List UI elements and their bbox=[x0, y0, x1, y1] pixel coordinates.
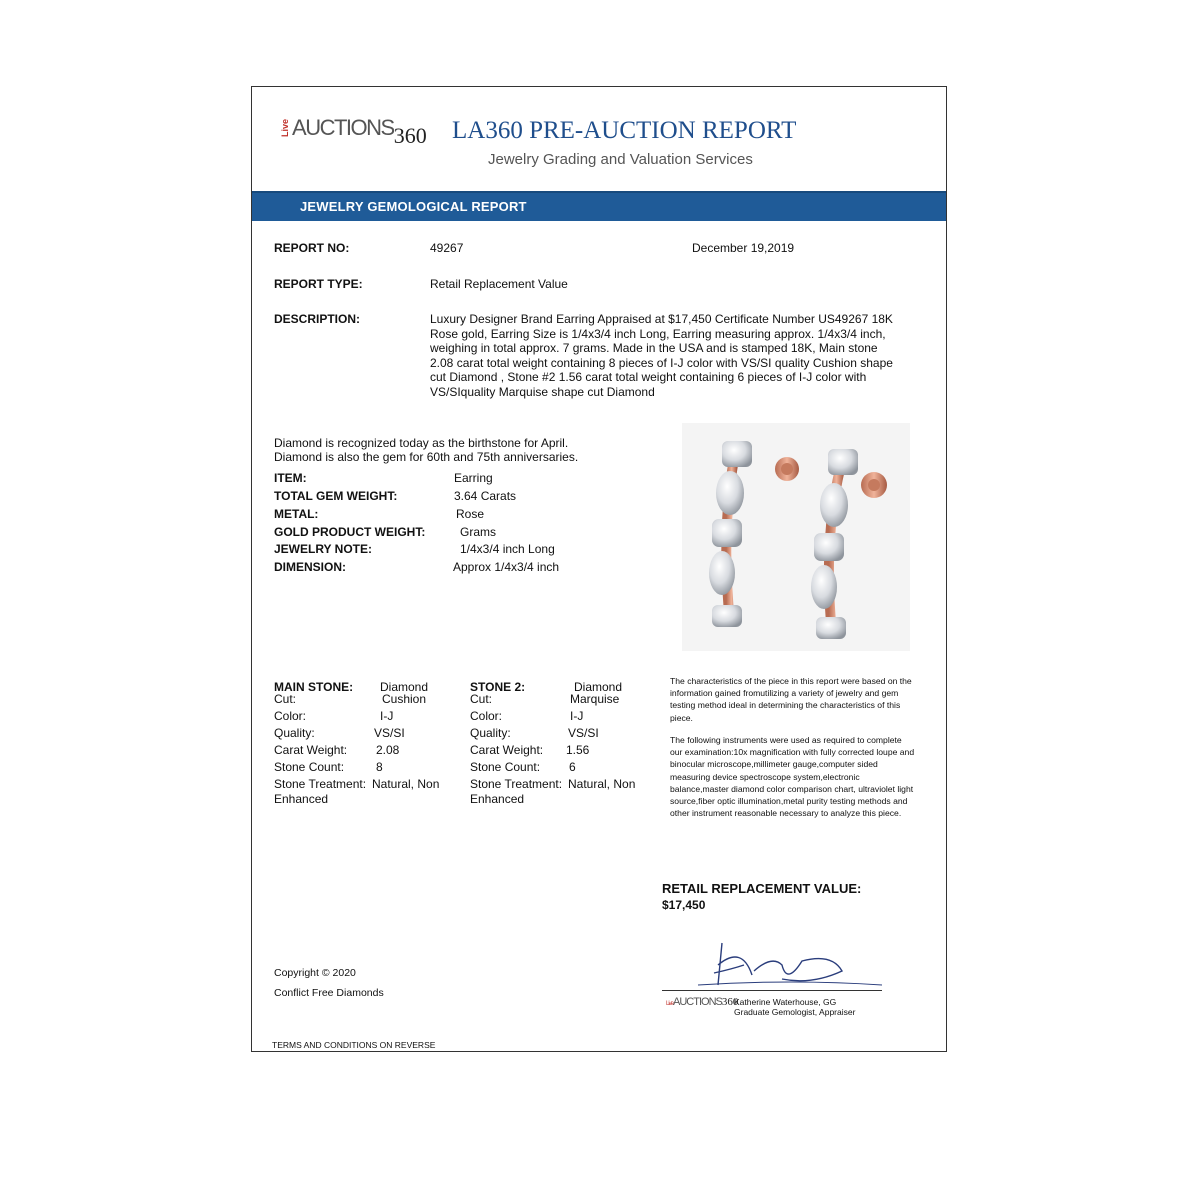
description-text: Luxury Designer Brand Earring Appraised at $17,450 Certificate Number US49267 18K Rose gold, Earring Size is 1/4x3/4 inch Long, Earring measuring approx. 1/4x3/4 inch, weighing in total approx. 7 grams. Made in the USA and is stamped 18K, Main stone 2.08 carat total weight containing 8 pieces of I-J color with VS/SI quality Cushion shape cut Diamond , Stone #2 1.56 carat total weight containing 6 pieces of I-J color with VS/SIquality Marquise shape cut Diamond bbox=[430, 312, 893, 399]
main-stone-treatment: Natural, Non bbox=[372, 777, 440, 791]
stone2-color-label: Color: bbox=[470, 709, 503, 723]
stone2-quality-label: Quality: bbox=[470, 726, 511, 740]
main-stone-quality: VS/SI bbox=[374, 726, 405, 740]
stone2-treatment-label: Stone Treatment: bbox=[470, 777, 563, 791]
birthstone-line-2: Diamond is also the gem for 60th and 75th anniversaries. bbox=[274, 450, 579, 464]
report-title: LA360 PRE-AUCTION REPORT bbox=[452, 117, 797, 144]
signature-line bbox=[662, 990, 882, 991]
spec-gold-weight-label: GOLD PRODUCT WEIGHT: bbox=[274, 525, 426, 539]
main-stone-carat-label: Carat Weight: bbox=[274, 743, 348, 757]
signature-name: Katherine Waterhouse, GG bbox=[734, 997, 837, 1007]
main-stone-cut: Cushion bbox=[382, 692, 427, 706]
signature-mark bbox=[692, 935, 892, 995]
spec-metal-value: Rose bbox=[456, 507, 485, 521]
spec-gem-weight-label: TOTAL GEM WEIGHT: bbox=[274, 489, 398, 503]
report-type-label: REPORT TYPE: bbox=[274, 277, 363, 291]
retail-value-amount: $17,450 bbox=[662, 898, 706, 912]
main-stone-treatment-2: Enhanced bbox=[274, 792, 329, 806]
notes-paragraph-1: The characteristics of the piece in this report were based on the information gained fromutilizing a variety of jewelry and gem testing method ideal in determining the characteristics of this piece. bbox=[670, 676, 912, 723]
logo-live: Live bbox=[280, 118, 291, 138]
auctions360-logo bbox=[274, 115, 427, 148]
main-stone-heading: MAIN STONE: bbox=[274, 680, 354, 694]
notes-paragraph-2: The following instruments were used as required to complete our examination:10x magnification with fully corrected loupe and binocular microscope,millimeter gauge,computer sided measuring device spectroscope system,electronic balance,master diamond color comparison chart, ultraviolet light source,fiber optic illumination,metal purity testing methods and other instrument reasonable necessary to analyze this piece. bbox=[670, 735, 915, 819]
spec-item-value: Earring bbox=[454, 471, 493, 485]
description-label: DESCRIPTION: bbox=[274, 312, 361, 326]
main-stone-treatment-label: Stone Treatment: bbox=[274, 777, 367, 791]
report-sheet bbox=[251, 86, 947, 1052]
stone2-carat-label: Carat Weight: bbox=[470, 743, 544, 757]
logo-360: 360 bbox=[393, 123, 427, 148]
spec-jewelry-note-value: 1/4x3/4 inch Long bbox=[460, 542, 555, 556]
stone2-treatment: Natural, Non bbox=[568, 777, 636, 791]
retail-value-label: RETAIL REPLACEMENT VALUE: bbox=[662, 881, 862, 896]
terms-notice: TERMS AND CONDITIONS ON REVERSE bbox=[272, 1040, 436, 1050]
stone2-count-label: Stone Count: bbox=[470, 760, 541, 774]
section-bar bbox=[252, 191, 946, 221]
report-no-label: REPORT NO: bbox=[274, 241, 350, 255]
main-stone-count: 8 bbox=[376, 760, 383, 774]
stone2-treatment-2: Enhanced bbox=[470, 792, 525, 806]
stone2-type: Diamond bbox=[574, 680, 623, 694]
main-stone-count-label: Stone Count: bbox=[274, 760, 345, 774]
main-stone-quality-label: Quality: bbox=[274, 726, 315, 740]
main-stone-carat: 2.08 bbox=[376, 743, 400, 757]
spec-dimension-label: DIMENSION: bbox=[274, 560, 346, 574]
stone2-cut: Marquise bbox=[570, 692, 620, 706]
logo-auctions: AUCTIONS bbox=[292, 115, 394, 140]
spec-metal-label: METAL: bbox=[274, 507, 319, 521]
main-stone-cut-label: Cut: bbox=[274, 692, 297, 706]
spec-dimension-value: Approx 1/4x3/4 inch bbox=[453, 560, 560, 574]
stone2-color: I-J bbox=[570, 709, 584, 723]
stone2-carat: 1.56 bbox=[566, 743, 590, 757]
conflict-free: Conflict Free Diamonds bbox=[274, 987, 384, 999]
section-bar-label: JEWELRY GEMOLOGICAL REPORT bbox=[300, 199, 527, 214]
signature-role: Graduate Gemologist, Appraiser bbox=[734, 1007, 856, 1017]
stone2-cut-label: Cut: bbox=[470, 692, 493, 706]
report-subtitle: Jewelry Grading and Valuation Services bbox=[488, 151, 753, 168]
stone2-quality: VS/SI bbox=[568, 726, 599, 740]
main-stone-color: I-J bbox=[380, 709, 394, 723]
spec-gold-weight-value: Grams bbox=[460, 525, 496, 539]
report-date: December 19,2019 bbox=[692, 241, 795, 255]
earring-illustration bbox=[682, 423, 910, 651]
signature-logo: LiveAUCTIONS360 bbox=[666, 996, 739, 1008]
stone2-count: 6 bbox=[569, 760, 576, 774]
earring-photo bbox=[682, 423, 910, 651]
stone2-heading: STONE 2: bbox=[470, 680, 526, 694]
main-stone-color-label: Color: bbox=[274, 709, 307, 723]
spec-jewelry-note-label: JEWELRY NOTE: bbox=[274, 542, 373, 556]
spec-item-label: ITEM: bbox=[274, 471, 307, 485]
report-type-value: Retail Replacement Value bbox=[430, 277, 568, 291]
copyright: Copyright © 2020 bbox=[274, 967, 356, 979]
report-no-value: 49267 bbox=[430, 241, 464, 255]
main-stone-type: Diamond bbox=[380, 680, 429, 694]
birthstone-line-1: Diamond is recognized today as the birthstone for April. bbox=[274, 436, 569, 450]
spec-gem-weight-value: 3.64 Carats bbox=[454, 489, 517, 503]
